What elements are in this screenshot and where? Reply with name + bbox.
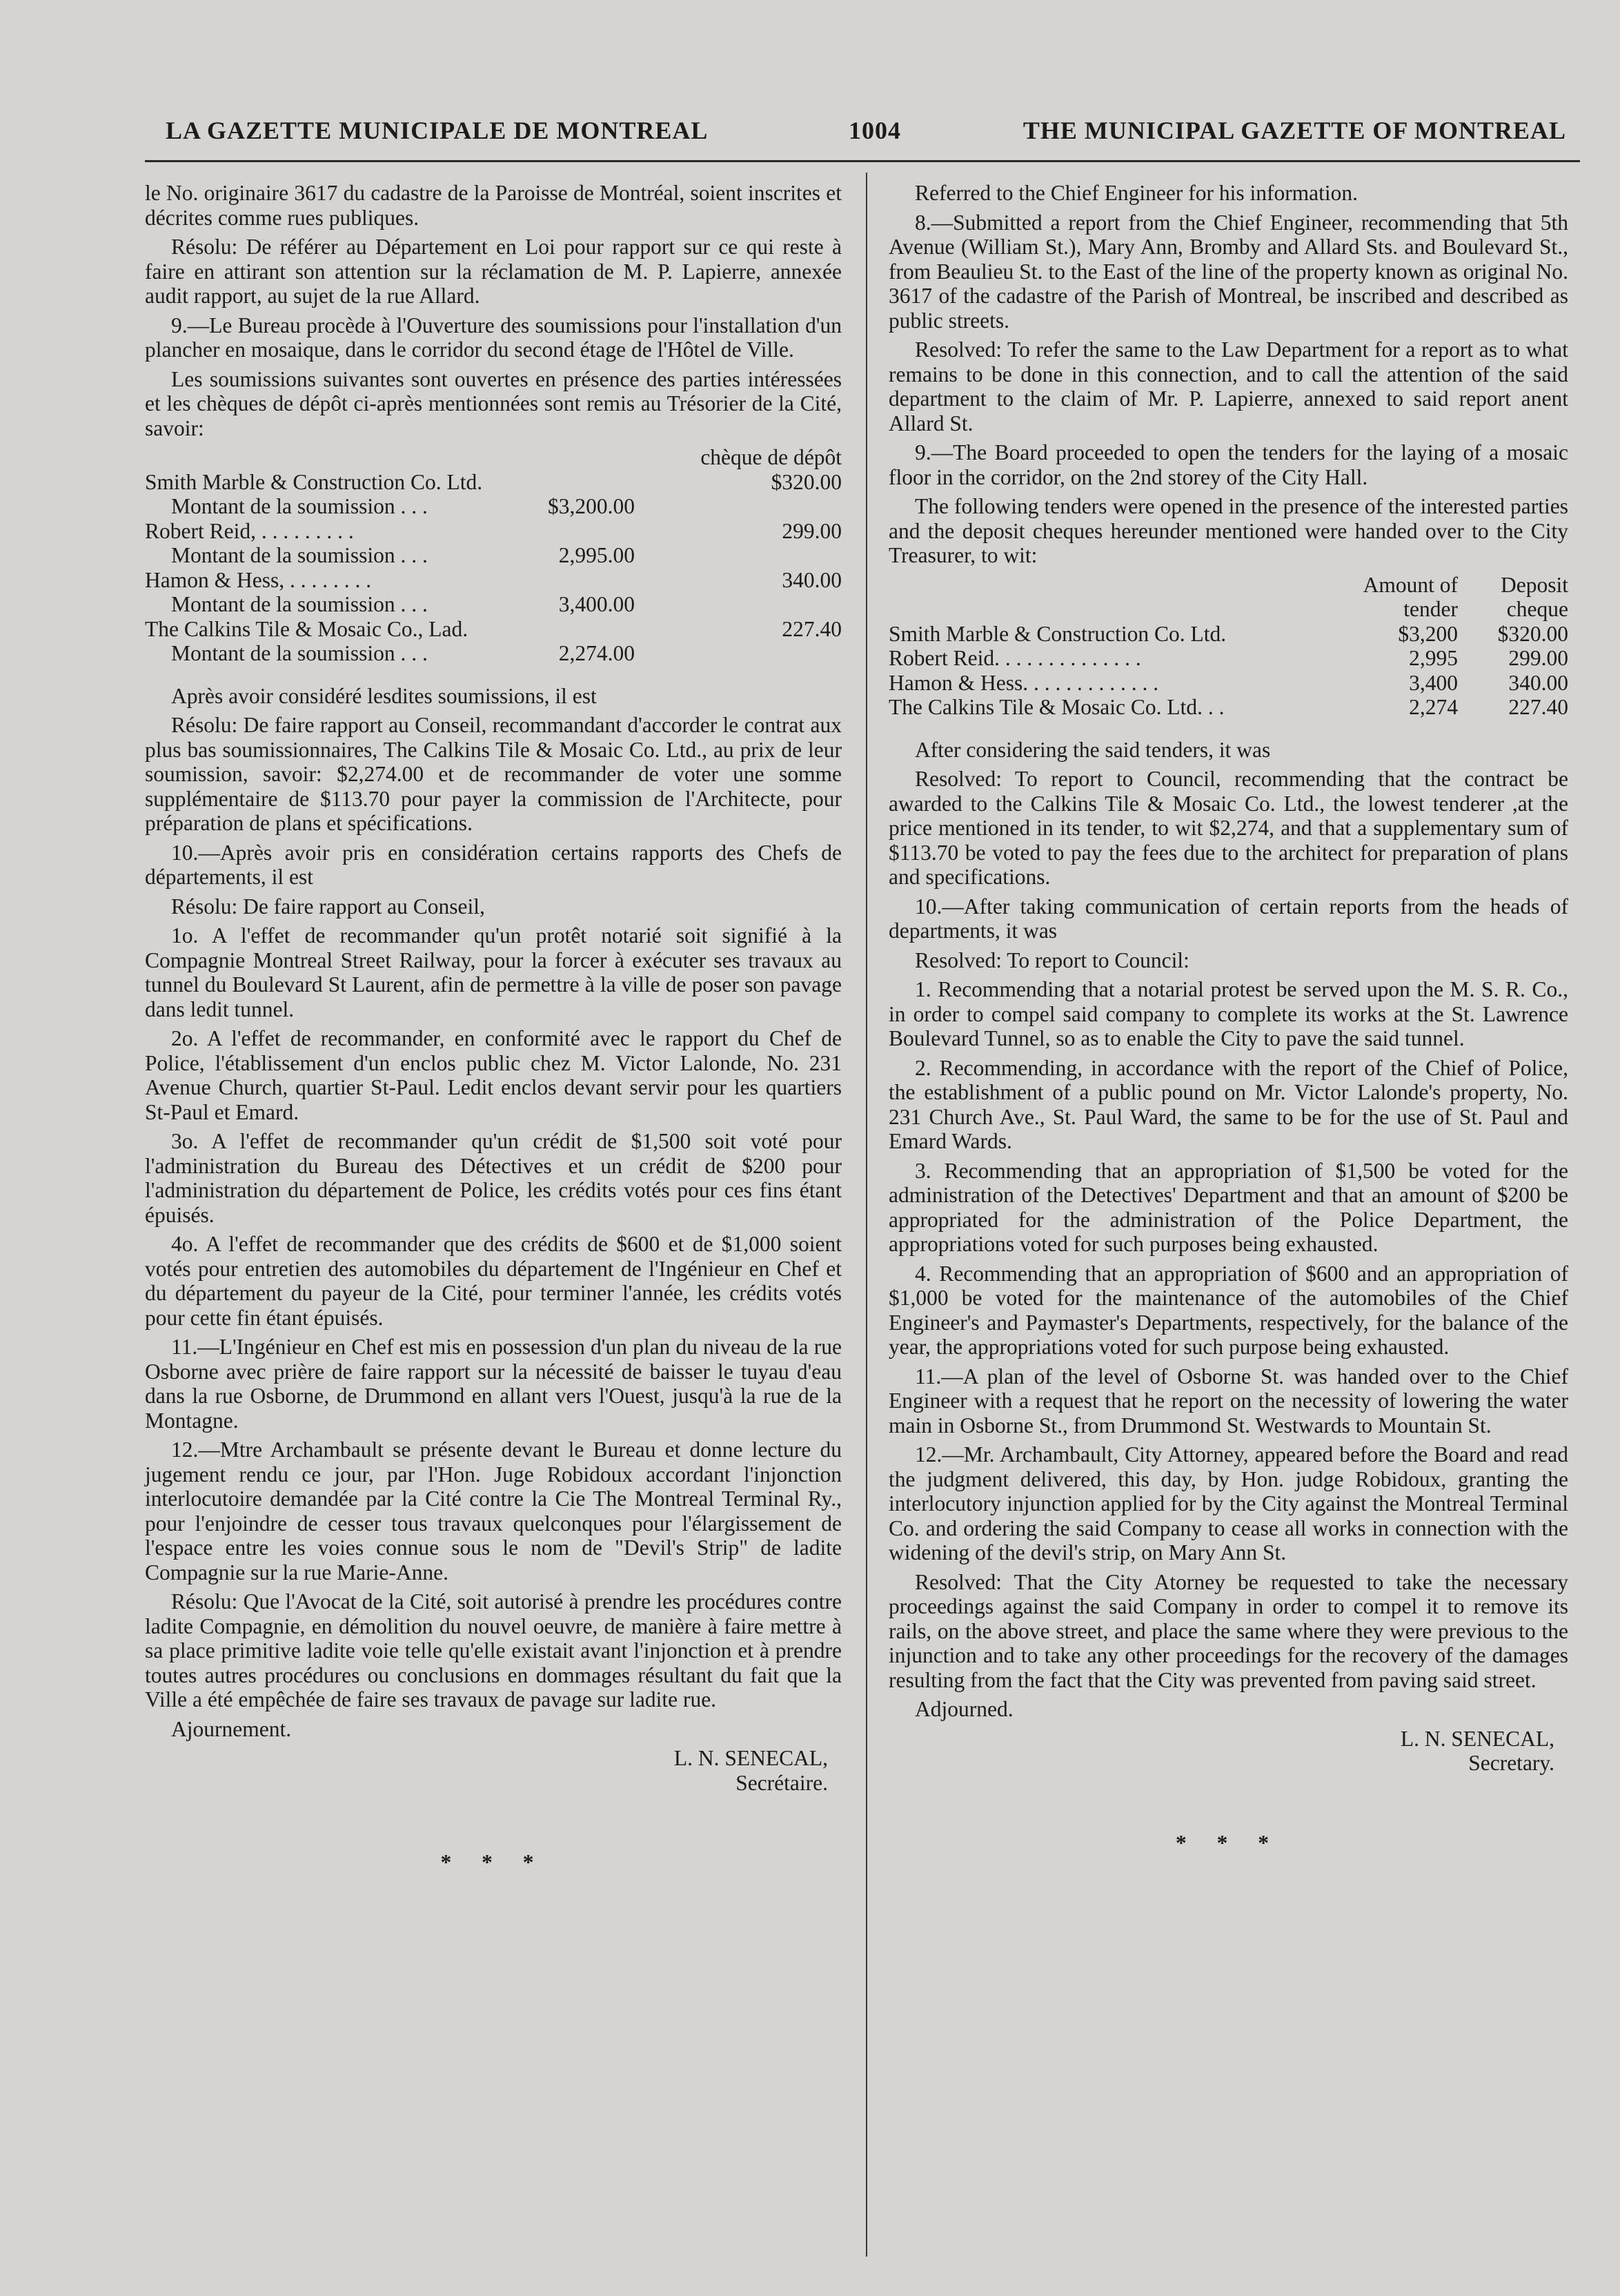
signature-name: L. N. SENECAL,	[673, 1746, 828, 1770]
paragraph: 4o. A l'effet de recommander que des crédits de $600 et de $1,000 soient votés pour entretien des automobiles du département de l'Ingénieur en Chef et du département du payeur de la Cité, pour terminer l'année, les crédits votés pour cette fin étant épuisés.	[145, 1232, 842, 1330]
paragraph: After considering the said tenders, it was	[915, 737, 1271, 762]
paragraph: 10.—Après avoir pris en considération certains rapports des Chefs de départements, il est	[145, 840, 842, 889]
table-row: Hamon & Hess. . . . . . . . . . . . . 3,400 340.00	[889, 670, 1568, 695]
adjournment: Ajournement.	[171, 1716, 292, 1741]
paragraph: Après avoir considéré lesdites soumissions, il est	[171, 683, 597, 708]
page-header	[166, 116, 1566, 157]
paragraph: Resolved: That the City Atorney be requested to take the necessary proceedings against the said Company in order to compel it to remove its rails, on the above street, and place the same where they were previous to the injunction and to take any other proceedings for the recovery of the damages resulting from the fact that the City was prevented from paving said street.	[889, 1569, 1568, 1692]
tenders-table-fr	[145, 445, 842, 666]
section-stars: * * *	[440, 1850, 546, 1874]
paragraph: Resolved: To refer the same to the Law Department for a report as to what remains to be done in this connection, and to call the attention of the said department to the claim of Mr. P. Lapierre, annexed to said report anent Allard St.	[889, 337, 1568, 435]
column-divider	[866, 173, 867, 2257]
table-row: Robert Reid. . . . . . . . . . . . . . 2,995 299.00	[889, 646, 1568, 670]
amount-header: Amount of tender	[1363, 572, 1458, 621]
paragraph: 3. Recommending that an appropriation of $1,500 be voted for the administration of the Detectives' Department and that an amount of $200 be appropriated for the administration of the Police Department, the appropriations voted for such purposes being exhausted.	[889, 1158, 1568, 1256]
paragraph: Les soumissions suivantes sont ouvertes en présence des parties intéressées et les chèques de dépôt ci-après mentionnées sont remis au Trésorier de la Cité, savoir:	[145, 366, 842, 440]
paragraph: 1. Recommending that a notarial protest be served upon the M. S. R. Co., in order to compel said company to complete its works at the St. Lawrence Boulevard Tunnel, so as to enable the City to pave the said tunnel.	[889, 977, 1568, 1050]
english-column	[889, 181, 1568, 1855]
paragraph: 9.—The Board proceeded to open the tenders for the laying of a mosaic floor in the corridor, on the 2nd storey of the City Hall.	[889, 440, 1568, 489]
paragraph: 1o. A l'effet de recommander qu'un protêt notarié soit signifié à la Compagnie Montreal Street Railway, pour la forcer à exécuter ses travaux au tunnel du Boulevard St Laurent, afin de permettre à la ville de poser son pavage dans ledit tunnel.	[145, 923, 842, 1021]
paragraph: Résolu: De faire rapport au Conseil, recommandant d'accorder le contrat aux plus bas soumissionnaires, The Calkins Tile & Mosaic Co. Ltd., au prix de leur soumission, savoir: $2,274.00 et de recommander de voter une somme supplémentaire de $113.70 pour payer la commission de l'Architecte, pour préparation de plans et spécifications.	[145, 713, 842, 835]
paragraph: 12.—Mtre Archambault se présente devant le Bureau et donne lecture du jugement rendu ce jour, par l'Hon. Juge Robidoux accordant l'injonction interlocutoire demandée par la Cité contre la Cie The Montreal Terminal Ry., pour l'enjoindre de cesser tous travaux quelconques pour l'élargissement de l'espace entre les voies connue sous le nom de "Devil's Strip" de ladite Compagnie sur la rue Marie-Anne.	[145, 1438, 842, 1584]
paragraph: 4. Recommending that an appropriation of $600 and an appropriation of $1,000 be voted for the maintenance of the automobiles of the Chief Engineer's and Paymaster's Departments, respectively, for the balance of the year, the appropriations voted for such purpose being exhausted.	[889, 1261, 1568, 1359]
table-row: Smith Marble & Construction Co. Ltd. $3,200 $320.00	[889, 621, 1568, 646]
deposit-header: chèque de dépôt	[700, 445, 842, 469]
paragraph: Resolved: To report to Council:	[915, 948, 1189, 972]
page-number: 1004	[849, 117, 901, 144]
paragraph: 3o. A l'effet de recommander qu'un crédit de $1,500 soit voté pour l'administration du Bureau des Détectives et un crédit de $200 pour l'administration du département de Police, les crédits votés pour ces fins étant épuisés.	[145, 1129, 842, 1227]
paragraph: Résolu: Que l'Avocat de la Cité, soit autorisé à prendre les procédures contre ladite Compagnie, en démolition du nouvel oeuvre, de manière à faire mettre à sa place primitive ladite voie telle qu'elle existait avant l'injonction et à prendre toutes autres procédures ou conclusions en dommages résultant du fait que la Ville a été empêchée de faire ses travaux de pavage sur ladite rue.	[145, 1589, 842, 1711]
section-stars: * * *	[1176, 1830, 1281, 1855]
french-column	[145, 181, 842, 1875]
signature-name: L. N. SENECAL,	[1400, 1726, 1554, 1751]
signature-title: Secrétaire.	[735, 1770, 828, 1795]
header-title-en: THE MUNICIPAL GAZETTE OF MONTREAL	[1023, 117, 1566, 144]
table-row: Montant de la soumission . . . $3,200.00	[171, 494, 635, 518]
table-header-row	[145, 445, 842, 470]
table-header-row	[889, 573, 1568, 622]
paragraph: The following tenders were opened in the presence of the interested parties and the deposit cheques hereunder mentioned were handed over to the City Treasurer, to wit:	[889, 494, 1568, 567]
signature-title: Secretary.	[1468, 1751, 1554, 1775]
paragraph: 11.—A plan of the level of Osborne St. was handed over to the Chief Engineer with a request that he report on the necessity of lowering the water main in Osborne St., from Drummond St. Westwards to Mountain St.	[889, 1364, 1568, 1438]
table-row: Smith Marble & Construction Co. Ltd. $320.00	[145, 469, 842, 494]
table-row: Hamon & Hess, . . . . . . . . 340.00	[145, 567, 842, 592]
table-row: Montant de la soumission . . . 2,995.00	[171, 543, 635, 567]
table-row: The Calkins Tile & Mosaic Co., Lad. 227.40	[145, 616, 842, 641]
paragraph: Résolu: De faire rapport au Conseil,	[171, 894, 485, 919]
paragraph: 12.—Mr. Archambault, City Attorney, appeared before the Board and read the judgment delivered, this day, by Hon. judge Robidoux, granting the interlocutory injunction applied for by the City against the Montreal Terminal Co. and ordering the said Company to cease all works in connection with the widening of the devil's strip, on Mary Ann St.	[889, 1442, 1568, 1564]
paragraph: Résolu: De référer au Département en Loi pour rapport sur ce qui reste à faire en attirant son attention sur la réclamation de M. P. Lapierre, annexée audit rapport, au sujet de la rue Allard.	[145, 235, 842, 308]
paragraph: 2. Recommending, in accordance with the report of the Chief of Police, the establishment of a public pound on Mr. Victor Lalonde's property, No. 231 Church Ave., St. Paul Ward, the same to be for the use of St. Paul and Emard Wards.	[889, 1055, 1568, 1153]
paragraph: le No. originaire 3617 du cadastre de la Paroisse de Montréal, soient inscrites et décrites comme rues publiques.	[145, 181, 842, 230]
header-rule	[145, 160, 1580, 162]
paragraph: 2o. A l'effet de recommander, en conformité avec le rapport du Chef de Police, l'établissement d'un enclos public chez M. Victor Lalonde, No. 231 Avenue Church, quartier St-Paul. Ledit enclos devant servir pour les quartiers St-Paul et Emard.	[145, 1026, 842, 1124]
paragraph: 9.—Le Bureau procède à l'Ouverture des soumissions pour l'installation d'un plancher en mosaique, dans le corridor du second étage de l'Hôtel de Ville.	[145, 313, 842, 362]
table-row: Montant de la soumission . . . 3,400.00	[171, 592, 635, 616]
tenders-table-en	[889, 573, 1568, 720]
table-row: Robert Reid, . . . . . . . . . 299.00	[145, 518, 842, 543]
deposit-header: Deposit cheque	[1501, 572, 1568, 621]
paragraph: 8.—Submitted a report from the Chief Engineer, recommending that 5th Avenue (William St.), Mary Ann, Bromby and Allard Sts. and Boulevard St., from Beaulieu St. to the East of the line of the property known as original No. 3617 of the cadastre of the Parish of Montreal, be inscribed and described as public streets.	[889, 210, 1568, 333]
adjournment: Adjourned.	[915, 1697, 1014, 1721]
paragraph: Resolved: To report to Council, recommending that the contract be awarded to the Calkins Tile & Mosaic Co. Ltd., the lowest tenderer ,at the price mentioned in its tender, to wit $2,274, and that a supplementary sum of $113.70 be voted to pay the fees due to the architect for preparation of plans and specifications.	[889, 767, 1568, 889]
paragraph: 11.—L'Ingénieur en Chef est mis en possession d'un plan du niveau de la rue Osborne avec prière de faire rapport sur la nécessité de baisser le tuyau d'eau dans la rue Osborne, de Drummond en allant vers l'Ouest, jusqu'à la rue de la Montagne.	[145, 1335, 842, 1433]
table-row: Montant de la soumission . . . 2,274.00	[171, 641, 635, 665]
table-row: The Calkins Tile & Mosaic Co. Ltd. . . 2,274 227.40	[889, 695, 1568, 719]
header-title-fr: LA GAZETTE MUNICIPALE DE MONTREAL	[166, 117, 709, 144]
paragraph: Referred to the Chief Engineer for his information.	[915, 181, 1359, 205]
paragraph: 10.—After taking communication of certain reports from the heads of departments, it was	[889, 894, 1568, 943]
